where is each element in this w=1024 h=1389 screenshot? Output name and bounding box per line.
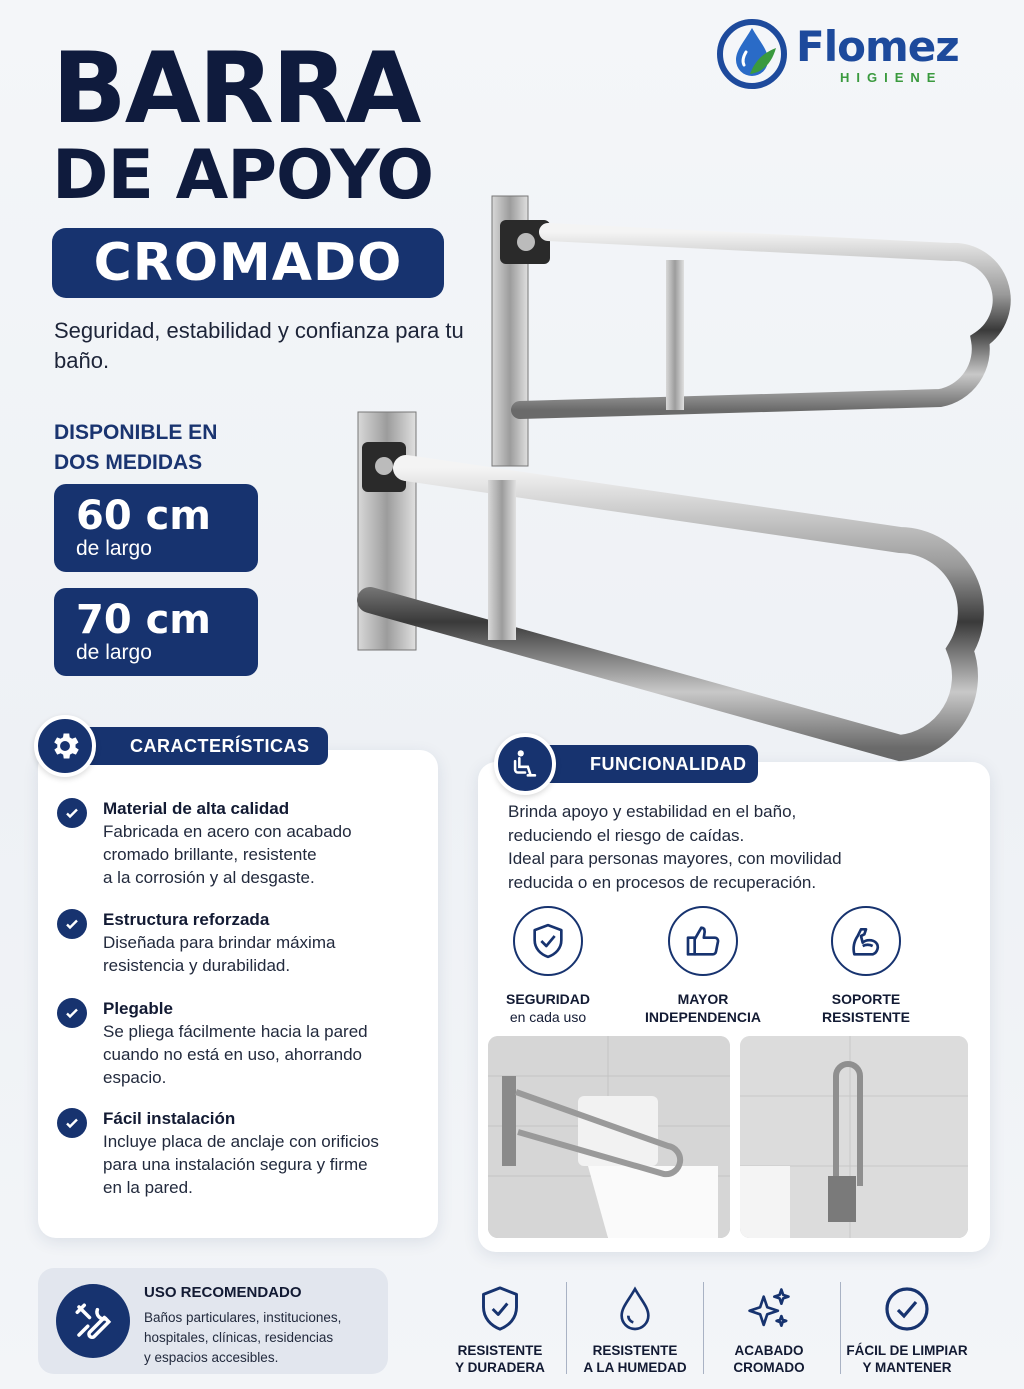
recommended-use-card: [38, 1268, 388, 1374]
benefit-label: SEGURIDAD: [505, 991, 590, 1007]
badge-label: ACABADO CROMADO: [733, 1343, 805, 1375]
check-circle-icon: [841, 1282, 973, 1336]
benefit-label: MAYOR: [677, 991, 729, 1007]
title-badge: CROMADO: [52, 228, 444, 298]
brand-subtitle: HIGIENE: [840, 70, 943, 85]
feature-text: Se pliega fácilmente hacia la pared cuando no está en uso, ahorrando espacio.: [103, 1022, 368, 1087]
feature-item: [58, 998, 398, 1089]
benefit-sublabel: RESISTENTE: [822, 1009, 910, 1025]
feature-item: [58, 1108, 398, 1199]
benefit-label: SOPORTE: [831, 991, 901, 1007]
benefit-support: [791, 906, 941, 1026]
feature-text: Fabricada en acero con acabado cromado brillante, resistente a la corrosión y al desgaste.: [103, 822, 352, 887]
badge-chrome: [703, 1282, 835, 1376]
badge-label: FÁCIL DE LIMPIAR Y MANTENER: [846, 1343, 968, 1375]
check-icon: [57, 998, 87, 1028]
availability-heading-line1: DISPONIBLE EN: [54, 421, 218, 444]
recommended-use-text: Baños particulares, instituciones, hospitales, clínicas, residencias y espacios accesibles.: [144, 1310, 342, 1365]
sparkle-icon: [703, 1282, 835, 1336]
size-unit: de largo: [76, 537, 152, 560]
feature-item: [58, 798, 398, 889]
recommended-use-title: USO RECOMENDADO: [144, 1284, 302, 1301]
availability-heading-line2: DOS MEDIDAS: [54, 451, 203, 474]
benefit-sublabel: INDEPENDENCIA: [645, 1009, 761, 1025]
benefit-sublabel: en cada uso: [509, 1009, 587, 1025]
feature-title: Plegable: [103, 999, 173, 1018]
feature-title: Fácil instalación: [103, 1109, 236, 1128]
badge-label: RESISTENTE Y DURADERA: [455, 1343, 545, 1375]
badge-humidity: [569, 1282, 701, 1376]
seated-person-icon: [494, 733, 556, 795]
strong-arm-icon: [831, 906, 901, 976]
feature-title: Material de alta calidad: [103, 799, 290, 818]
functionality-text: Brinda apoyo y estabilidad en el baño, reduciendo el riesgo de caídas. Ideal para personas mayores, con movilidad reducida o en procesos de recuperación.: [508, 802, 842, 892]
shield-check-icon: [434, 1282, 566, 1336]
brand-logo: [716, 18, 1016, 90]
feature-text: Diseñada para brindar máxima resistencia y durabilidad.: [103, 933, 336, 975]
size-value: 60 cm: [76, 493, 211, 539]
product-grab-bar-image: [340, 180, 1020, 770]
title-line-1: BARRA: [52, 32, 420, 146]
benefit-independence: [628, 906, 778, 1026]
feature-text: Incluye placa de anclaje con orificios para una instalación segura y firme en la pared.: [103, 1132, 379, 1197]
gear-icon: [34, 715, 96, 777]
check-icon: [57, 1108, 87, 1138]
shield-check-icon: [513, 906, 583, 976]
characteristics-heading: CARACTERÍSTICAS: [70, 727, 328, 765]
tools-icon: [56, 1284, 130, 1358]
badge-divider: [566, 1282, 567, 1374]
size-option-60: [54, 484, 258, 572]
check-icon: [57, 798, 87, 828]
brand-name: Flomez: [796, 22, 959, 71]
benefit-safety: [473, 906, 623, 1026]
size-unit: de largo: [76, 641, 152, 664]
title-line-2: DE APOYO: [52, 136, 434, 215]
water-drop-icon: [569, 1282, 701, 1336]
thumbs-up-icon: [668, 906, 738, 976]
badge-label: RESISTENTE A LA HUMEDAD: [583, 1343, 687, 1375]
folded-bar-wall-photo: [740, 1036, 968, 1238]
functionality-heading: FUNCIONALIDAD: [530, 745, 758, 783]
water-leaf-logo-icon: [716, 18, 788, 90]
installed-bar-toilet-photo: [488, 1036, 730, 1238]
size-value: 70 cm: [76, 597, 211, 643]
size-option-70: [54, 588, 258, 676]
availability-heading: [54, 418, 294, 478]
feature-item: [58, 909, 398, 977]
tagline: Seguridad, estabilidad y confianza para tu baño.: [54, 318, 464, 373]
feature-title: Estructura reforzada: [103, 910, 270, 929]
check-icon: [57, 909, 87, 939]
badge-durable: [434, 1282, 566, 1376]
badge-easy-clean: [841, 1282, 973, 1376]
